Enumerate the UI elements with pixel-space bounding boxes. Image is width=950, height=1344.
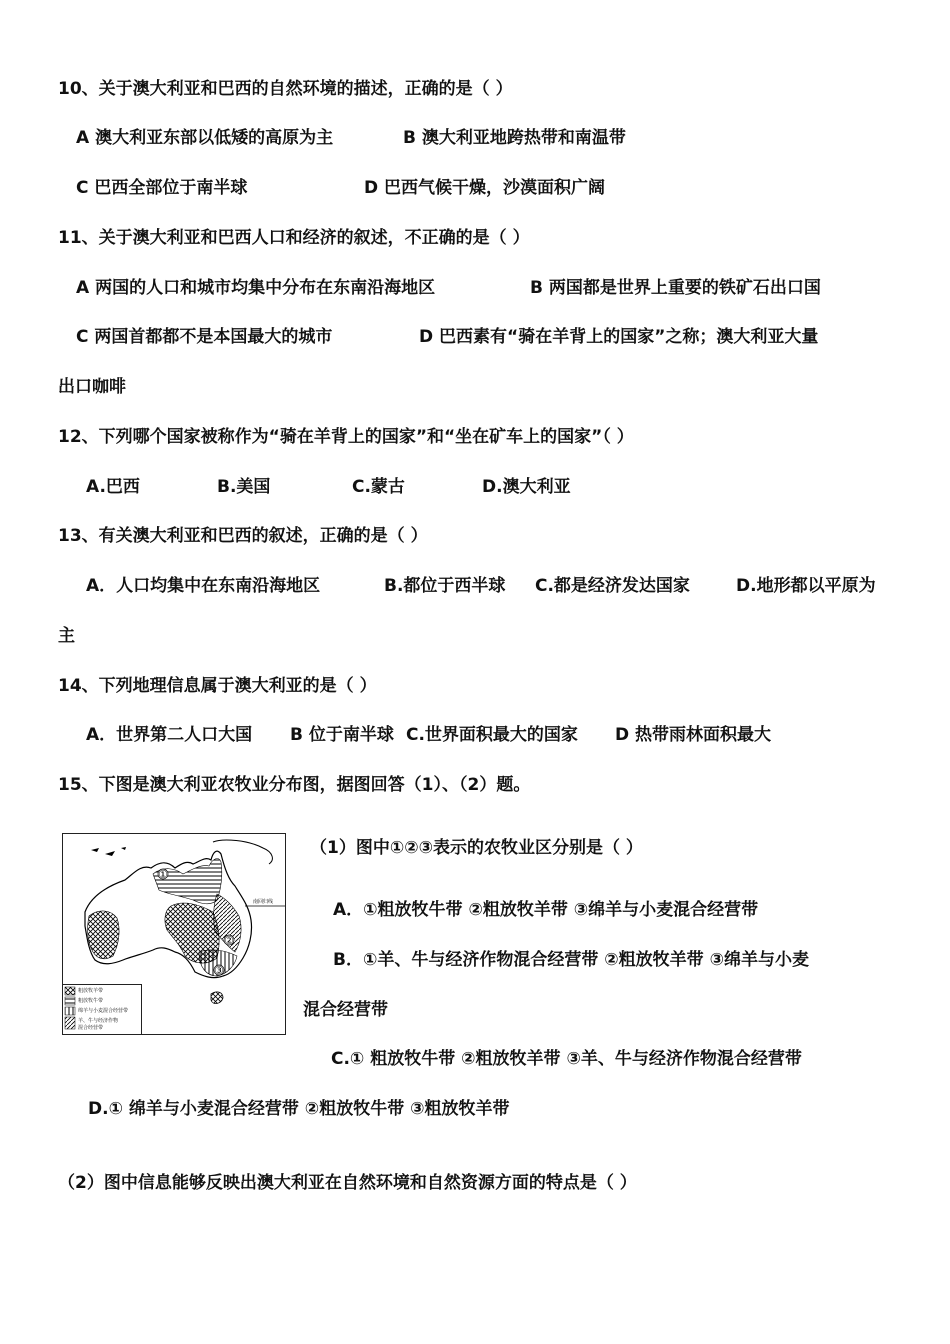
marker-1: ① bbox=[158, 868, 168, 881]
q14-stem: 14、下列地理信息属于澳大利亚的是（ ） bbox=[58, 676, 377, 696]
q10-option-a: A 澳大利亚东部以低矮的高原为主 bbox=[76, 128, 334, 148]
legend-item-3: 绵羊与小麦混合经营带 bbox=[78, 1008, 129, 1014]
marker-3: ③ bbox=[214, 964, 224, 977]
legend-swatches bbox=[63, 985, 77, 1035]
q12-option-c: C.蒙古 bbox=[352, 477, 405, 497]
tropic-label: 南回归线 bbox=[253, 899, 274, 905]
q15-sub1-option-c: C.① 粗放牧牛带 ②粗放牧羊带 ③羊、牛与经济作物混合经营带 bbox=[331, 1049, 802, 1069]
q11-option-b: B 两国都是世界上重要的铁矿石出口国 bbox=[530, 278, 821, 298]
q15-sub1-option-a: A．①粗放牧牛带 ②粗放牧羊带 ③绵羊与小麦混合经营带 bbox=[333, 900, 759, 920]
q13-option-c: C.都是经济发达国家 bbox=[535, 576, 690, 596]
marker-2: ② bbox=[224, 934, 234, 947]
q13-option-d-continued: 主 bbox=[58, 626, 75, 646]
q15-sub1-option-d: D.① 绵羊与小麦混合经营带 ②粗放牧牛带 ③粗放牧羊带 bbox=[88, 1099, 510, 1119]
q10-stem: 10、关于澳大利亚和巴西的自然环境的描述，正确的是（ ） bbox=[58, 79, 513, 99]
q15-sub1-option-b: B．①羊、牛与经济作物混合经营带 ②粗放牧羊带 ③绵羊与小麦 bbox=[333, 950, 809, 970]
legend-item-5: 混合经营带 bbox=[78, 1025, 104, 1031]
q12-option-d: D.澳大利亚 bbox=[482, 477, 571, 497]
legend-item-4: 羊、牛与经济作物 bbox=[78, 1018, 119, 1024]
q13-stem: 13、有关澳大利亚和巴西的叙述，正确的是（ ） bbox=[58, 526, 428, 546]
q11-option-d-continued: 出口咖啡 bbox=[58, 377, 126, 397]
q14-option-a: A．世界第二人口大国 bbox=[86, 725, 253, 745]
q10-option-c: C 巴西全部位于南半球 bbox=[76, 178, 248, 198]
q11-stem: 11、关于澳大利亚和巴西人口和经济的叙述，不正确的是（ ） bbox=[58, 228, 530, 248]
q15-stem: 15、下图是澳大利亚农牧业分布图，据图回答（1）、（2）题。 bbox=[58, 775, 531, 795]
q12-option-b: B.美国 bbox=[217, 477, 271, 497]
tasmania-shape bbox=[211, 992, 223, 1004]
q15-sub2-stem: （2）图中信息能够反映出澳大利亚在自然环境和自然资源方面的特点是（ ） bbox=[58, 1173, 637, 1193]
legend-item-2: 粗放牧牛带 bbox=[78, 998, 104, 1004]
q14-option-c: C.世界面积最大的国家 bbox=[406, 725, 578, 745]
q13-option-a: A．人口均集中在东南沿海地区 bbox=[86, 576, 321, 596]
island-shapes bbox=[91, 847, 126, 856]
q12-option-a: A.巴西 bbox=[86, 477, 140, 497]
q10-option-d: D 巴西气候干燥，沙漠面积广阔 bbox=[364, 178, 606, 198]
map-legend bbox=[63, 984, 142, 1035]
legend-item-1: 粗放牧羊带 bbox=[78, 988, 104, 994]
q14-option-d: D 热带雨林面积最大 bbox=[615, 725, 772, 745]
q14-option-b: B 位于南半球 bbox=[290, 725, 394, 745]
q11-option-c: C 两国首都都不是本国最大的城市 bbox=[76, 327, 333, 347]
q11-option-d: D 巴西素有“骑在羊背上的国家”之称；澳大利亚大量 bbox=[419, 327, 819, 347]
q15-sub1-option-b-continued: 混合经营带 bbox=[303, 1000, 388, 1020]
q13-option-d: D.地形都以平原为 bbox=[736, 576, 876, 596]
australia-agriculture-map bbox=[62, 833, 286, 1035]
q12-stem: 12、下列哪个国家被称作为“骑在羊背上的国家”和“坐在矿车上的国家”（ ） bbox=[58, 427, 634, 447]
q11-option-a: A 两国的人口和城市均集中分布在东南沿海地区 bbox=[76, 278, 436, 298]
q10-option-b: B 澳大利亚地跨热带和南温带 bbox=[403, 128, 626, 148]
q15-sub1-stem: （1）图中①②③表示的农牧业区分别是（ ） bbox=[310, 838, 643, 858]
q13-option-b: B.都位于西半球 bbox=[384, 576, 506, 596]
